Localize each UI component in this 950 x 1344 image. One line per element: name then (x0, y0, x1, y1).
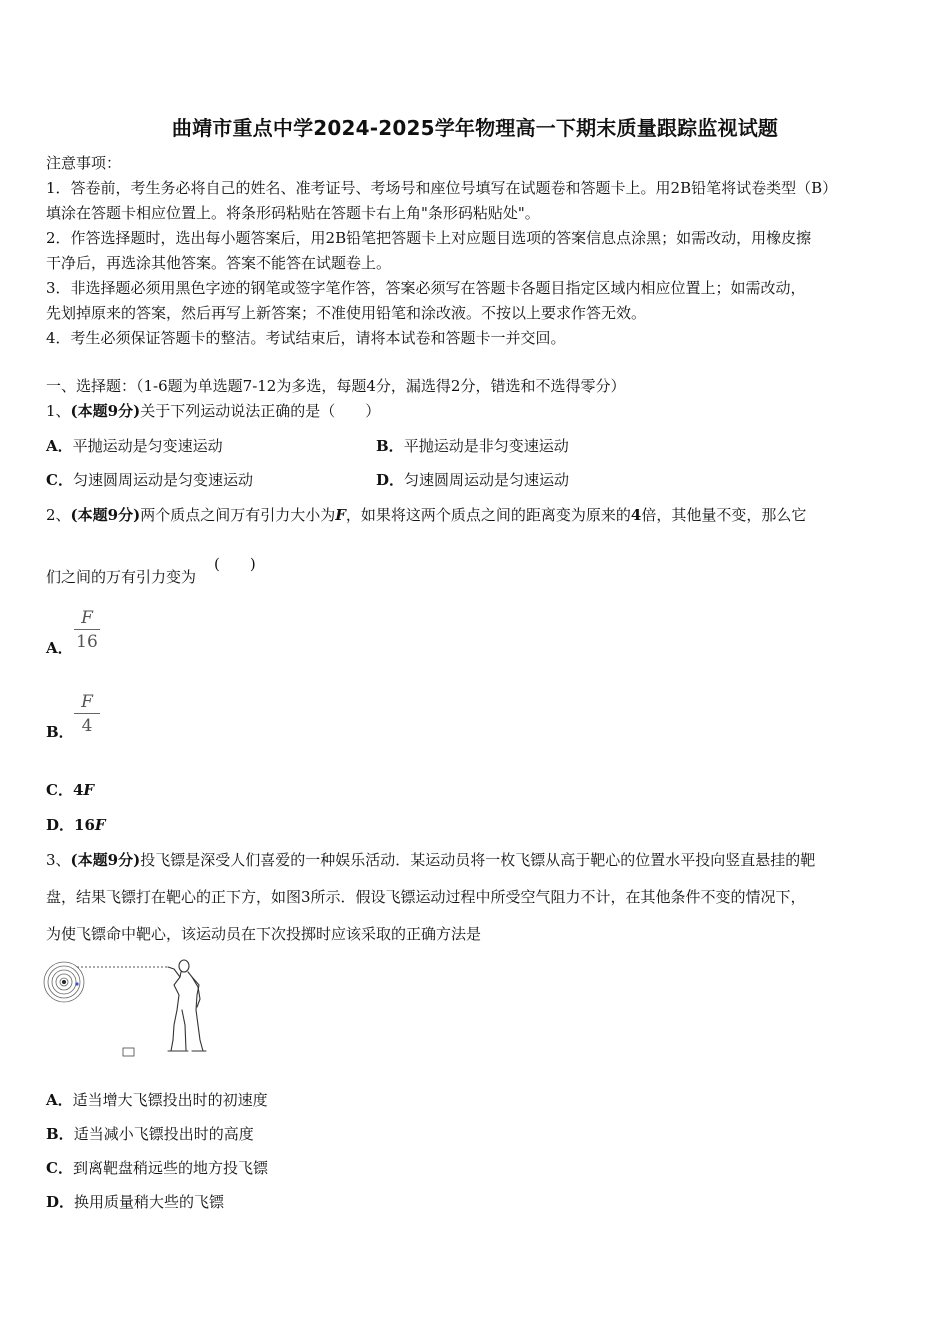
q2-score: (本题9分) (70, 506, 141, 524)
dart-throw-figure (42, 955, 212, 1059)
notes-line-4: 干净后，再选涂其他答案。答案不能答在试题卷上。 (46, 254, 392, 272)
q2-option-b-letter[interactable]: B． (46, 723, 74, 741)
page-title: 曲靖市重点中学2024-2025学年物理高一下期末质量跟踪监视试题 (171, 116, 779, 140)
fraction-denominator: 16 (76, 632, 98, 652)
option-letter: C． (46, 1159, 73, 1177)
notes-line-2: 填涂在答题卡相应位置上。将条形码粘贴在答题卡右上角"条形码粘贴处"。 (46, 204, 540, 222)
q1-option-d[interactable] (376, 469, 569, 490)
option-text: 平抛运动是匀变速运动 (72, 437, 223, 455)
option-text: 匀速圆周运动是匀速运动 (404, 471, 570, 489)
q1-option-a[interactable] (46, 435, 223, 456)
notes-line-6: 先划掉原来的答案，然后再写上新答案；不准使用铅笔和涂改液。不按以上要求作答无效。 (46, 304, 647, 322)
option-text: 到离靶盘稍远些的地方投飞镖 (72, 1159, 268, 1177)
q2-text-a: 两个质点之间万有引力大小为 (140, 506, 336, 524)
q3-stem-2: 盘，结果飞镖打在靶心的正下方，如图3所示．假设飞镖运动过程中所受空气阻力不计，在其他条件不变的情况下， (46, 888, 806, 906)
q1-number: 1、 (46, 402, 71, 420)
notes-line-5: 3．非选择题必须用黑色字迹的钢笔或签字笔作答，答案必须写在答题卡各题目指定区域内相应位置上；如需改动， (46, 279, 806, 297)
q1-option-b[interactable] (376, 435, 569, 456)
floor-marker (123, 1048, 134, 1056)
q1-stem (46, 400, 380, 421)
q3-option-c[interactable] (46, 1157, 268, 1178)
option-letter: B． (46, 1125, 74, 1143)
q3-number: 3、 (46, 851, 71, 869)
option-text: 换用质量稍大些的飞镖 (74, 1193, 225, 1211)
q2-factor: 4 (630, 506, 642, 524)
option-letter: D． (376, 471, 405, 489)
q2-text-b: ，如果将这两个质点之间的距离变为原来的 (345, 506, 631, 524)
fraction-denominator: 4 (81, 716, 93, 736)
notes-line-7: 4．考生必须保证答题卡的整洁。考试结束后，请将本试卷和答题卡一并交回。 (46, 329, 566, 347)
option-letter: C． (46, 781, 73, 799)
option-coef: 16 (74, 816, 95, 834)
q2-text-c: 倍，其他量不变，那么它 (641, 506, 807, 524)
q3-option-d[interactable] (46, 1191, 224, 1212)
q3-stem-1 (46, 849, 815, 870)
option-text: 适当减小飞镖投出时的高度 (73, 1125, 254, 1143)
q2-option-d[interactable] (46, 814, 106, 835)
q2-number: 2、 (46, 506, 71, 524)
q3-option-a[interactable] (46, 1089, 268, 1110)
bullseye (62, 980, 66, 984)
q1-option-c[interactable] (46, 469, 253, 490)
notes-heading: 注意事项： (46, 154, 122, 172)
fraction-bar (74, 629, 100, 630)
q2-option-a-fraction (74, 609, 100, 651)
q2-option-b-fraction (74, 693, 100, 735)
option-letter: A． (46, 437, 73, 455)
fraction-numerator: F (81, 692, 93, 712)
section-heading: 一、选择题：（1-6题为单选题7-12为多选，每题4分，漏选得2分，错选和不选得零分） (46, 377, 626, 395)
option-letter: D． (46, 1193, 75, 1211)
option-var: F (83, 781, 95, 799)
option-letter: B． (376, 437, 404, 455)
option-coef: 4 (72, 781, 84, 799)
fraction-numerator: F (81, 608, 93, 628)
notes-line-1: 1．答卷前，考生务必将自己的姓名、准考证号、考场号和座位号填写在试题卷和答题卡上。用2B铅笔将试卷类型（B） (46, 179, 838, 197)
q1-score: (本题9分) (70, 402, 141, 420)
notes-line-3: 2．作答选择题时，选出每小题答案后，用2B铅笔把答题卡上对应题目选项的答案信息点涂黑；如需改动，用橡皮擦 (46, 229, 812, 247)
q1-text: 关于下列运动说法正确的是（ ） (140, 402, 381, 420)
q2-answer-paren: ( ) (214, 555, 256, 573)
option-letter: C． (46, 471, 73, 489)
q3-score: (本题9分) (70, 851, 141, 869)
q3-text-1: 投飞镖是深受人们喜爱的一种娱乐活动．某运动员将一枚飞镖从高于靶心的位置水平投向竖直悬挂的靶 (140, 851, 816, 869)
option-text: 匀速圆周运动是匀变速运动 (72, 471, 253, 489)
q2-stem (46, 504, 806, 525)
option-text: 平抛运动是非匀变速运动 (403, 437, 569, 455)
dart-hit-mark (75, 982, 78, 985)
q2-stem-cont: 们之间的万有引力变为 (46, 568, 197, 586)
q3-option-b[interactable] (46, 1123, 254, 1144)
fraction-bar (74, 713, 100, 714)
option-letter: D． (46, 816, 75, 834)
q2-option-a-letter[interactable]: A． (46, 639, 73, 657)
thrower-figure (168, 960, 206, 1051)
option-var: F (94, 816, 106, 834)
q3-stem-3: 为使飞镖命中靶心，该运动员在下次投掷时应该采取的正确方法是 (46, 925, 482, 943)
q2-option-c[interactable] (46, 779, 94, 800)
option-letter: A． (46, 1091, 73, 1109)
option-text: 适当增大飞镖投出时的初速度 (72, 1091, 268, 1109)
q2-var: F (335, 506, 346, 524)
